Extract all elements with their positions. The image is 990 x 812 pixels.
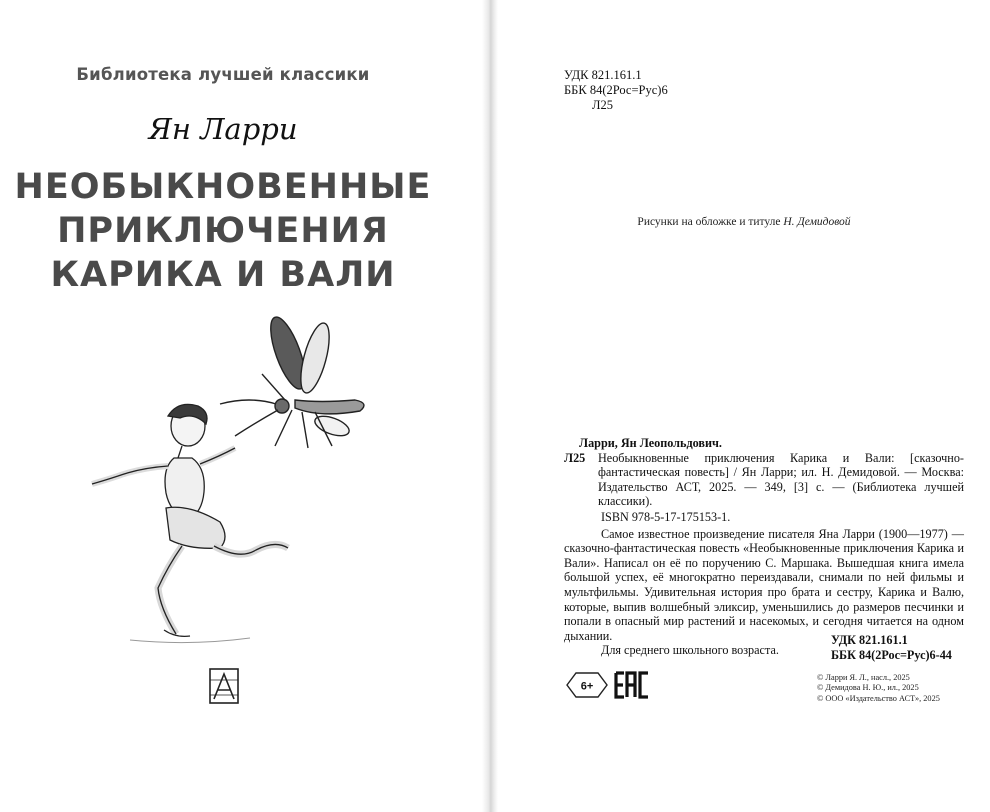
title-line: НЕОБЫКНОВЕННЫЕ — [14, 167, 432, 207]
udk-code: УДК 821.161.1 — [564, 68, 642, 82]
bbk-code: ББК 84(2Рос=Рус)6 — [564, 83, 668, 97]
catalog-codes-top — [564, 68, 668, 113]
record-author: Ларри, Ян Леопольдович. — [579, 436, 722, 450]
record-entry — [564, 451, 964, 509]
title-line: ПРИКЛЮЧЕНИЯ — [57, 211, 389, 251]
record-description: Необыкновенные приключения Карика и Вали: [сказочно-фантастическая повесть] / Ян Ларри; ил. Н. Демидовой. — Москва: Издательство АСТ, 2025. — 349, [3] с. — (Библиотека лучшей классики). — [598, 450, 964, 509]
credits-artist: Н. Демидовой — [783, 216, 851, 228]
insect-drawing — [220, 313, 364, 448]
title-line: КАРИКА И ВАЛИ — [50, 255, 396, 295]
eac-mark-icon — [613, 670, 651, 700]
ast-logo-icon — [209, 668, 239, 704]
author-sign: Л25 — [592, 98, 613, 112]
copyright-line: © Демидова Н. Ю., ил., 2025 — [817, 683, 919, 693]
left-page — [0, 0, 482, 812]
boy-drawing — [92, 404, 288, 636]
author-name: Ян Ларри — [148, 112, 298, 146]
series-title: Библиотека лучшей классики — [76, 65, 370, 84]
record-code: Л25 — [564, 450, 586, 465]
right-page — [498, 0, 990, 812]
isbn: ISBN 978-5-17-175153-1. — [601, 509, 731, 524]
age-rating-text: 6+ — [580, 680, 594, 693]
age-note: Для среднего школьного возраста. — [601, 643, 779, 658]
annotation: Самое известное произведение писателя Яна Ларри (1900—1977) — сказочно-фантастическая повесть «Необыкновенные приключения Карика и Вали». Написал он её по поручению С. Маршака. Вышедшая книга имела большой успех, её многократно переиздавали, снимали по ней фильмы и мультфильмы. Удивительная история про брата и сестру, Карика и Валю, которые, выпив волшебный эликсир, уменьшились до размеров песчинки и попали в опасный мир растений и насекомых, и сегодня читается на одном дыхании. — [564, 526, 964, 643]
copyright-line: © ООО «Издательство АСТ», 2025 — [817, 693, 940, 703]
udk-code: УДК 821.161.1 — [831, 633, 908, 647]
bibliographic-record — [564, 436, 964, 658]
age-rating-badge — [565, 671, 609, 699]
book-title — [0, 165, 446, 297]
book-gutter — [482, 0, 498, 812]
copyright-block — [817, 673, 940, 704]
illustration-credits — [498, 216, 990, 228]
bbk-code: ББК 84(2Рос=Рус)6-44 — [831, 648, 952, 662]
credits-label: Рисунки на обложке и титуле — [637, 216, 781, 228]
boy-and-insect-illustration — [70, 308, 390, 648]
copyright-line: © Ларри Я. Л., насл., 2025 — [817, 673, 910, 682]
catalog-codes-bottom — [831, 633, 952, 663]
